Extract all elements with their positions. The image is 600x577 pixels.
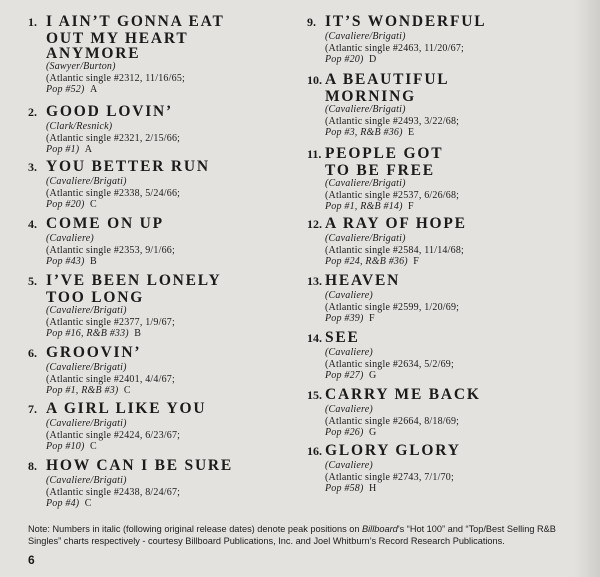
chart-peak: Pop #26) xyxy=(325,427,364,439)
track-grade: B xyxy=(134,328,142,340)
track-number: 5. xyxy=(28,274,37,288)
track-grade: F xyxy=(413,256,420,268)
single-release-info: (Atlantic single #2664, 8/18/69; xyxy=(325,415,460,427)
songwriter-credit: (Cavaliere/Brigati) xyxy=(325,104,406,115)
track-grade: C xyxy=(84,498,92,510)
track-title-line: PEOPLE GOT xyxy=(325,145,444,162)
track-number: 16. xyxy=(307,444,322,458)
chart-peak: Pop #20) xyxy=(46,199,85,211)
track-title-line: I’VE BEEN LONELY xyxy=(46,272,222,289)
songwriter-credit: (Cavaliere) xyxy=(325,290,373,301)
track-title xyxy=(307,145,443,178)
track-title xyxy=(307,329,360,347)
track-title xyxy=(28,103,173,121)
track-number: 8. xyxy=(28,459,37,473)
track-title xyxy=(28,215,164,233)
track-grade: H xyxy=(368,483,377,495)
songwriter-credit: (Cavaliere/Brigati) xyxy=(325,178,406,189)
track-title xyxy=(307,442,461,460)
chart-peak: Pop #24, R&B #36) xyxy=(325,256,408,268)
track-title-line: HOW CAN I BE SURE xyxy=(46,457,234,474)
track-title xyxy=(307,386,481,404)
track-grade: C xyxy=(89,199,97,211)
track-title xyxy=(28,344,141,362)
chart-peak: Pop #20) xyxy=(325,54,364,66)
single-release-info: (Atlantic single #2493, 3/22/68; xyxy=(325,115,460,127)
track-details xyxy=(325,460,575,495)
single-release-info: (Atlantic single #2401, 4/4/67; xyxy=(46,373,175,385)
track-title xyxy=(28,13,225,61)
track-title-line: TO BE FREE xyxy=(325,162,435,179)
track-title-line: MORNING xyxy=(325,88,416,105)
single-release-info: (Atlantic single #2377, 1/9/67; xyxy=(46,316,175,328)
track-number: 1. xyxy=(28,15,37,29)
track-number: 6. xyxy=(28,346,37,360)
track-grade: F xyxy=(368,313,375,325)
track-title-line: ANYMORE xyxy=(46,45,141,62)
track-grade: G xyxy=(368,370,377,382)
single-release-info: (Atlantic single #2338, 5/24/66; xyxy=(46,187,181,199)
single-release-info: (Atlantic single #2321, 2/15/66; xyxy=(46,132,181,144)
chart-peak: Pop #10) xyxy=(46,441,85,453)
single-release-info: (Atlantic single #2743, 7/1/70; xyxy=(325,471,454,483)
track-title xyxy=(307,71,449,104)
single-release-info: (Atlantic single #2584, 11/14/68; xyxy=(325,244,464,256)
songwriter-credit: (Cavaliere/Brigati) xyxy=(46,362,127,373)
track-details xyxy=(46,176,296,211)
track-details xyxy=(46,233,296,268)
chart-peak: Pop #39) xyxy=(325,313,364,325)
track-details xyxy=(325,233,575,268)
track-number: 9. xyxy=(307,15,316,29)
songwriter-credit: (Sawyer/Burton) xyxy=(46,61,116,72)
track-title-line: COME ON UP xyxy=(46,215,164,232)
track-number: 10. xyxy=(307,73,322,87)
track-details xyxy=(325,404,575,439)
track-details xyxy=(325,290,575,325)
track-title xyxy=(307,13,486,31)
chart-peak: Pop #1) xyxy=(46,144,80,156)
single-release-info: (Atlantic single #2634, 5/2/69; xyxy=(325,358,454,370)
songwriter-credit: (Cavaliere/Brigati) xyxy=(325,233,406,244)
track-details xyxy=(325,347,575,382)
songwriter-credit: (Cavaliere) xyxy=(325,460,373,471)
track-title-line: GOOD LOVIN’ xyxy=(46,103,174,120)
track-details xyxy=(46,121,296,156)
track-title xyxy=(28,272,222,305)
track-number: 3. xyxy=(28,160,37,174)
track-number: 12. xyxy=(307,217,322,231)
single-release-info: (Atlantic single #2463, 11/20/67; xyxy=(325,42,464,54)
track-details xyxy=(46,475,296,510)
track-number: 13. xyxy=(307,274,322,288)
track-details xyxy=(325,31,575,66)
chart-peak: Pop #52) xyxy=(46,84,85,96)
songwriter-credit: (Cavaliere/Brigati) xyxy=(46,176,127,187)
track-title xyxy=(28,400,206,418)
chart-peak: Pop #1, R&B #3) xyxy=(46,385,119,397)
track-details xyxy=(325,178,575,213)
track-grade: C xyxy=(123,385,131,397)
track-grade: B xyxy=(89,256,97,268)
track-title-line: OUT MY HEART xyxy=(46,30,189,47)
songwriter-credit: (Cavaliere/Brigati) xyxy=(46,418,127,429)
songwriter-credit: (Cavaliere/Brigati) xyxy=(46,305,127,316)
track-details xyxy=(46,305,296,340)
track-number: 11. xyxy=(307,147,322,161)
track-title xyxy=(307,272,400,290)
track-grade: A xyxy=(89,84,98,96)
track-title-line: GROOVIN’ xyxy=(46,344,142,361)
track-title-line: A BEAUTIFUL xyxy=(325,71,450,88)
single-release-info: (Atlantic single #2312, 11/16/65; xyxy=(46,72,185,84)
songwriter-credit: (Cavaliere) xyxy=(325,347,373,358)
chart-peak: Pop #1, R&B #14) xyxy=(325,201,403,213)
track-title-line: A GIRL LIKE YOU xyxy=(46,400,207,417)
track-grade: A xyxy=(84,144,93,156)
track-details xyxy=(46,362,296,397)
track-title-line: I AIN’T GONNA EAT xyxy=(46,13,225,30)
songwriter-credit: (Cavaliere) xyxy=(46,233,94,244)
single-release-info: (Atlantic single #2599, 1/20/69; xyxy=(325,301,460,313)
track-title xyxy=(28,457,233,475)
songwriter-credit: (Clark/Resnick) xyxy=(46,121,113,132)
track-number: 14. xyxy=(307,331,322,345)
track-grade: C xyxy=(89,441,97,453)
single-release-info: (Atlantic single #2424, 6/23/67; xyxy=(46,429,181,441)
track-number: 2. xyxy=(28,105,37,119)
track-number: 15. xyxy=(307,388,322,402)
track-details xyxy=(46,61,296,96)
footnote: Note: Numbers in italic (following original release dates) denote peak positions on Billboard’s “Hot 100” and “Top/Best Selling R&B Singles” charts respectively - courtesy Billboard Publications, Inc. and Joel Whitburn’s Record Research Publications. xyxy=(28,524,556,546)
track-title xyxy=(307,215,467,233)
single-release-info: (Atlantic single #2537, 6/26/68; xyxy=(325,189,460,201)
footnote-billboard: Billboard xyxy=(362,524,398,534)
track-title-line: SEE xyxy=(325,329,360,346)
track-number: 7. xyxy=(28,402,37,416)
chart-peak: Pop #16, R&B #33) xyxy=(46,328,129,340)
songwriter-credit: (Cavaliere/Brigati) xyxy=(46,475,127,486)
track-title-line: TOO LONG xyxy=(46,289,145,306)
track-title-line: A RAY OF HOPE xyxy=(325,215,467,232)
track-grade: D xyxy=(368,54,377,66)
track-title-line: GLORY GLORY xyxy=(325,442,461,459)
chart-peak: Pop #58) xyxy=(325,483,364,495)
track-details xyxy=(325,104,575,139)
track-title-line: CARRY ME BACK xyxy=(325,386,481,403)
track-grade: E xyxy=(408,127,415,139)
songwriter-credit: (Cavaliere) xyxy=(325,404,373,415)
booklet-spine-shadow xyxy=(574,0,600,577)
page-number: 6 xyxy=(28,553,35,567)
track-title-line: IT’S WONDERFUL xyxy=(325,13,487,30)
track-details xyxy=(46,418,296,453)
track-title-line: HEAVEN xyxy=(325,272,401,289)
chart-peak: Pop #27) xyxy=(325,370,364,382)
track-grade: G xyxy=(368,427,377,439)
chart-peak: Pop #4) xyxy=(46,498,80,510)
track-grade: F xyxy=(408,201,414,213)
track-title-line: YOU BETTER RUN xyxy=(46,158,210,175)
songwriter-credit: (Cavaliere/Brigati) xyxy=(325,31,406,42)
chart-peak: Pop #43) xyxy=(46,256,85,268)
single-release-info: (Atlantic single #2353, 9/1/66; xyxy=(46,244,175,256)
chart-peak: Pop #3, R&B #36) xyxy=(325,127,403,139)
track-title xyxy=(28,158,210,176)
single-release-info: (Atlantic single #2438, 8/24/67; xyxy=(46,486,181,498)
track-number: 4. xyxy=(28,217,37,231)
